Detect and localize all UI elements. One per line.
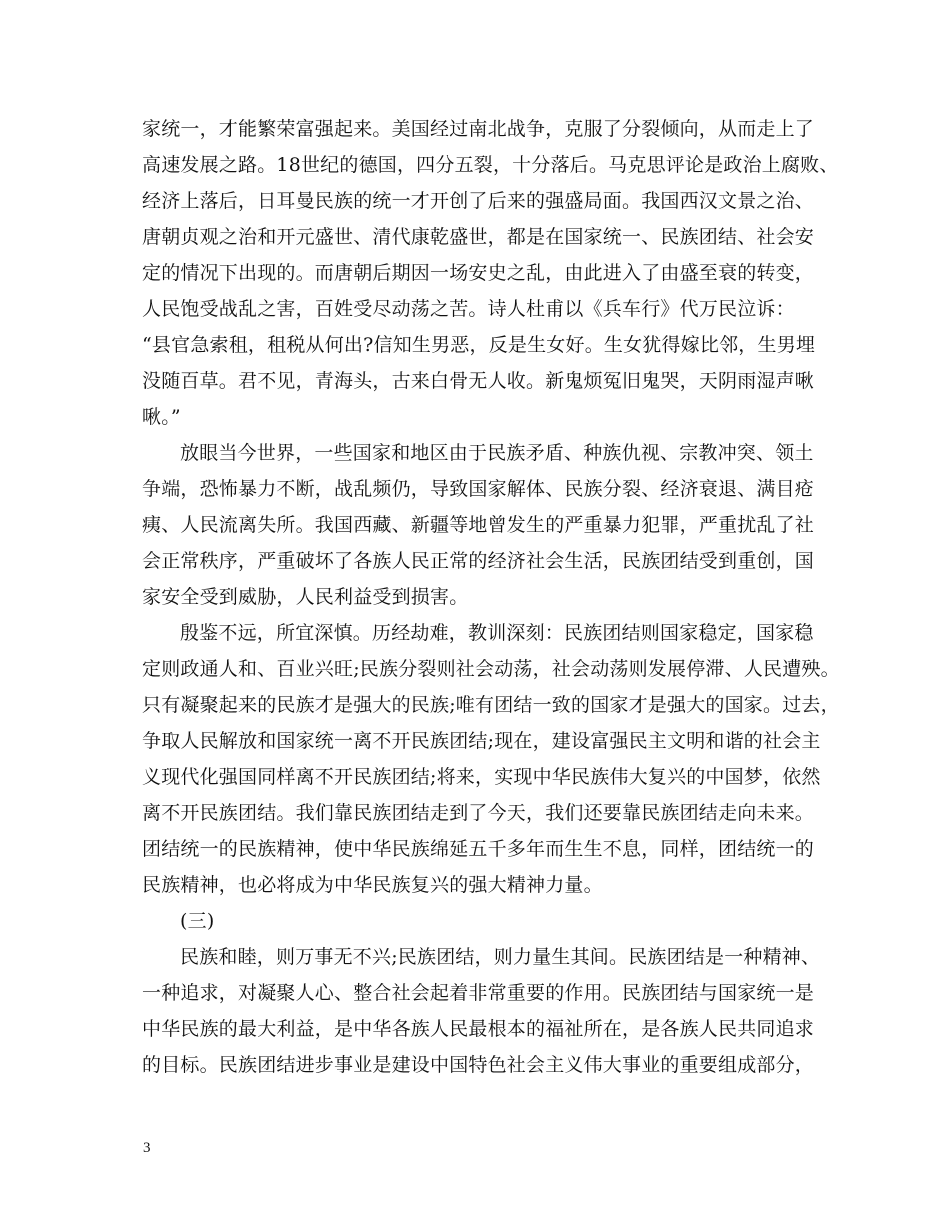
text-line: 人民饱受战乱之害，百姓受尽动荡之苦。诗人杜甫以《兵车行》代万民泣诉： — [142, 298, 795, 320]
text-line: 放眼当今世界，一些国家和地区由于民族矛盾、种族仇视、宗教冲突、领土 — [180, 442, 814, 464]
text-line: 争取人民解放和国家统一离不开民族团结;现在，建设富强民主文明和谐的社会主 — [142, 730, 821, 752]
text-line: 民族精神，也必将成为中华民族复兴的强大精神力量。 — [142, 874, 603, 896]
text-line: (三) — [180, 910, 215, 932]
text-line: 只有凝聚起来的民族才是强大的民族;唯有团结一致的国家才是强大的国家。过去， — [142, 694, 840, 716]
text-line: 没随百草。君不见，青海头，古来白骨无人收。新鬼烦冤旧鬼哭，天阴雨湿声啾 — [142, 370, 815, 392]
text-line: 定的情况下出现的。而唐朝后期因一场安史之乱，由此进入了由盛至衰的转变， — [142, 262, 815, 284]
text-line: 家统一，才能繁荣富强起来。美国经过南北战争，克服了分裂倾向，从而走上了 — [142, 118, 815, 140]
text-line: 唐朝贞观之治和开元盛世、清代康乾盛世，都是在国家统一、民族团结、社会安 — [142, 226, 815, 248]
text-line: 一种追求，对凝聚人心、整合社会起着非常重要的作用。民族团结与国家统一是 — [142, 982, 815, 1004]
text-line: 会正常秩序，严重破坏了各族人民正常的经济社会生活，民族团结受到重创，国 — [142, 550, 815, 572]
body-text — [142, 111, 840, 1083]
text-line: 离不开民族团结。我们靠民族团结走到了今天，我们还要靠民族团结走向未来。 — [142, 802, 815, 824]
text-line: 义现代化强国同样离不开民族团结;将来，实现中华民族伟大复兴的中国梦，依然 — [142, 766, 821, 788]
text-line: 中华民族的最大利益，是中华各族人民最根本的福祉所在，是各族人民共同追求 — [142, 1018, 815, 1040]
text-line: 啾。” — [142, 406, 181, 428]
page-number: 3 — [143, 1140, 151, 1156]
text-line: 民族和睦，则万事无不兴;民族团结，则力量生其间。民族团结是一种精神、 — [180, 946, 821, 968]
text-line: 定则政通人和、百业兴旺;民族分裂则社会动荡，社会动荡则发展停滞、人民遭殃。 — [142, 658, 840, 680]
text-line: 争端，恐怖暴力不断，战乱频仍，导致国家解体、民族分裂、经济衰退、满目疮 — [142, 478, 815, 500]
text-line: 殷鉴不远，所宜深慎。历经劫难，教训深刻：民族团结则国家稳定，国家稳 — [180, 622, 814, 644]
text-line: 的目标。民族团结进步事业是建设中国特色社会主义伟大事业的重要组成部分， — [142, 1054, 815, 1076]
text-line: 家安全受到威胁，人民利益受到损害。 — [142, 586, 469, 608]
text-line: 高速发展之路。18世纪的德国，四分五裂，十分落后。马克思评论是政治上腐败、 — [142, 154, 839, 176]
text-line: 团结统一的民族精神，使中华民族绵延五千多年而生生不息，同样，团结统一的 — [142, 838, 815, 860]
text-line: 经济上落后，日耳曼民族的统一才开创了后来的强盛局面。我国西汉文景之治、 — [142, 190, 815, 212]
text-line: “县官急索租，租税从何出?信知生男恶，反是生女好。生女犹得嫁比邻，生男埋 — [142, 334, 816, 356]
text-line: 痍、人民流离失所。我国西藏、新疆等地曾发生的严重暴力犯罪，严重扰乱了社 — [142, 514, 815, 536]
